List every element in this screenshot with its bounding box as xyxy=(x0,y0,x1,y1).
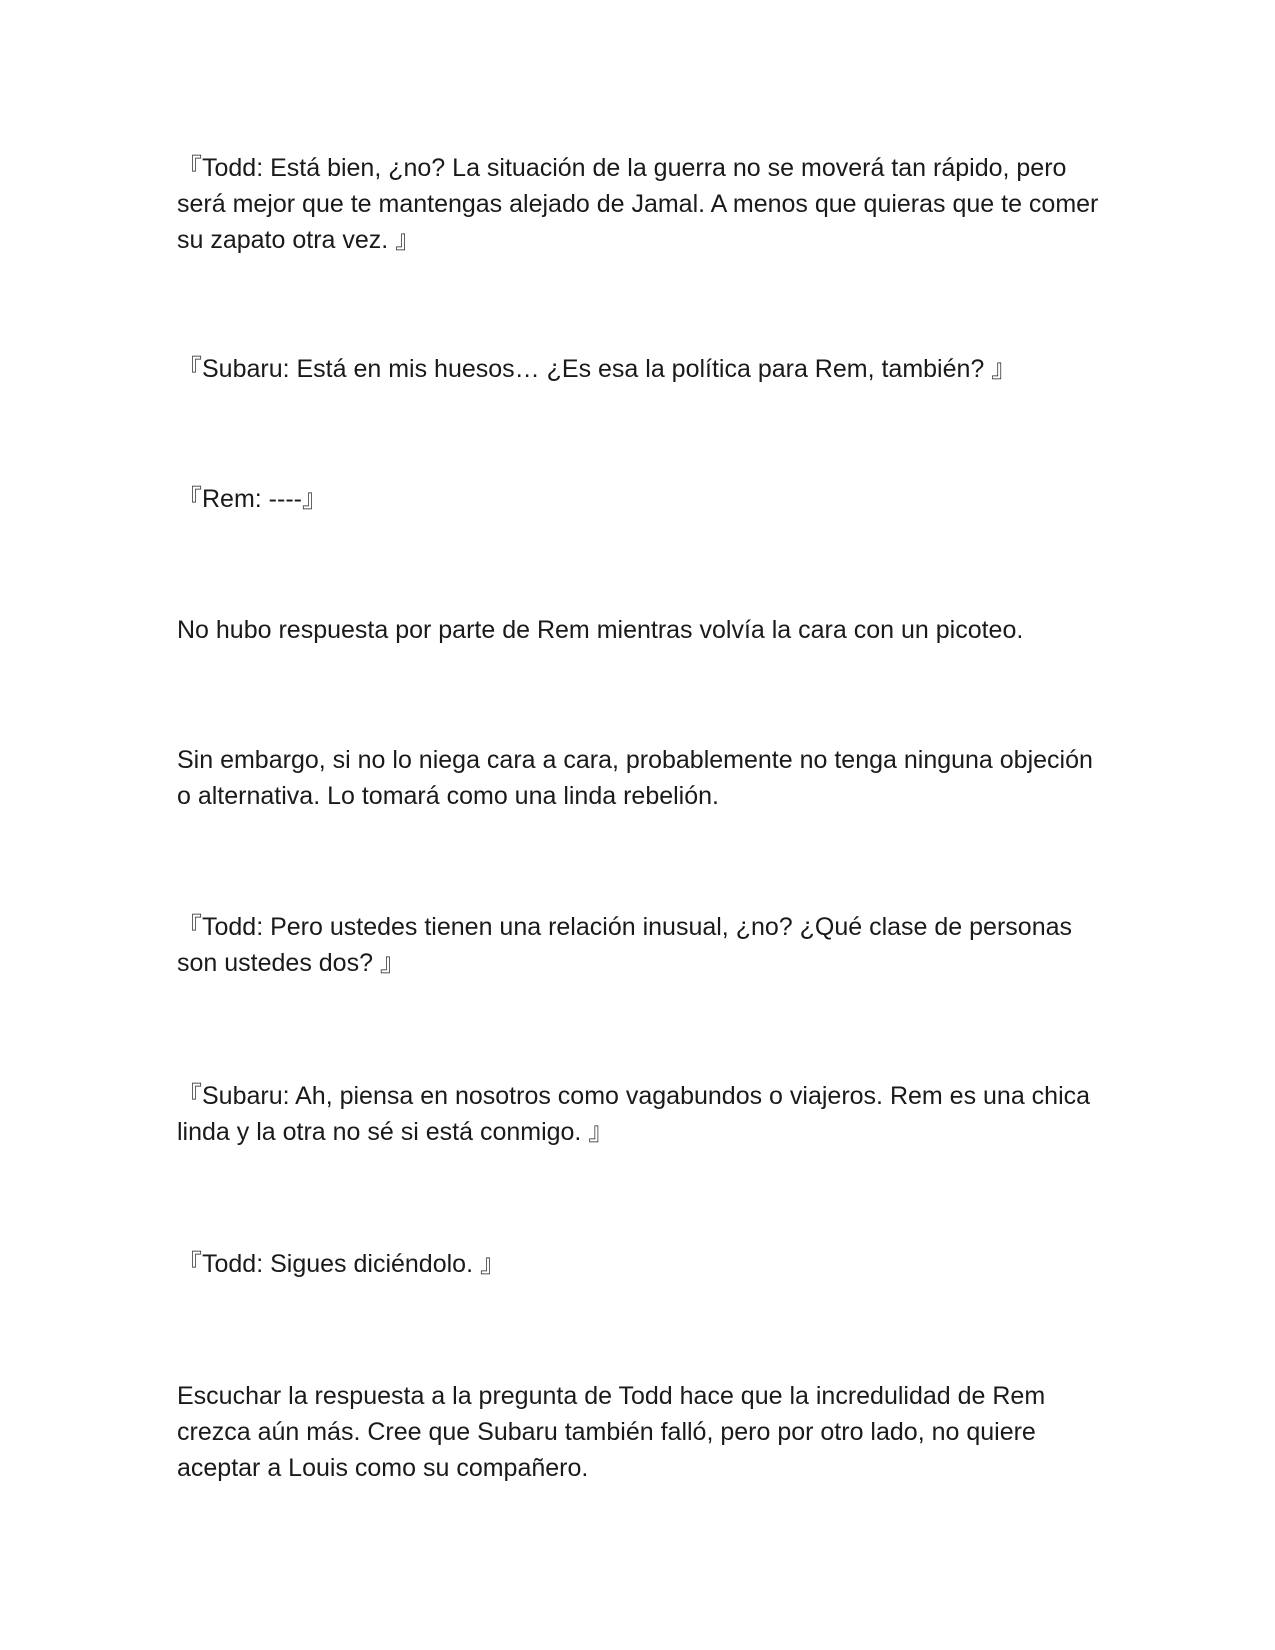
paragraph-narration-3: Escuchar la respuesta a la pregunta de Todd hace que la incredulidad de Rem crezca aún más. Cree que Subaru también falló, pero por otro lado, no quiere aceptar a Louis como su compañero. xyxy=(177,1382,1046,1482)
paragraph-todd-2: 『Todd: Pero ustedes tienen una relación inusual, ¿no? ¿Qué clase de personas son ustedes dos? 』 xyxy=(177,913,1072,977)
paragraph-subaru-1: 『Subaru: Está en mis huesos… ¿Es esa la política para Rem, también? 』 xyxy=(177,355,1017,383)
paragraph-narration-1: No hubo respuesta por parte de Rem mientras volvía la cara con un picoteo. xyxy=(177,616,1024,644)
paragraph-narration-2: Sin embargo, si no lo niega cara a cara, probablemente no tenga ninguna objeción o alternativa. Lo tomará como una linda rebelión. xyxy=(177,746,1093,810)
paragraph-rem-1: 『Rem: ----』 xyxy=(177,485,327,513)
paragraph-subaru-2: 『Subaru: Ah, piensa en nosotros como vagabundos o viajeros. Rem es una chica linda y la otra no sé si está conmigo. 』 xyxy=(177,1082,1091,1146)
paragraph-todd-3: 『Todd: Sigues diciéndolo. 』 xyxy=(177,1250,505,1278)
paragraph-todd-1: 『Todd: Está bien, ¿no? La situación de la guerra no se moverá tan rápido, pero será mejor que te mantengas alejado de Jamal. A menos que quieras que te comer su zapato otra vez. 』 xyxy=(177,154,1099,254)
